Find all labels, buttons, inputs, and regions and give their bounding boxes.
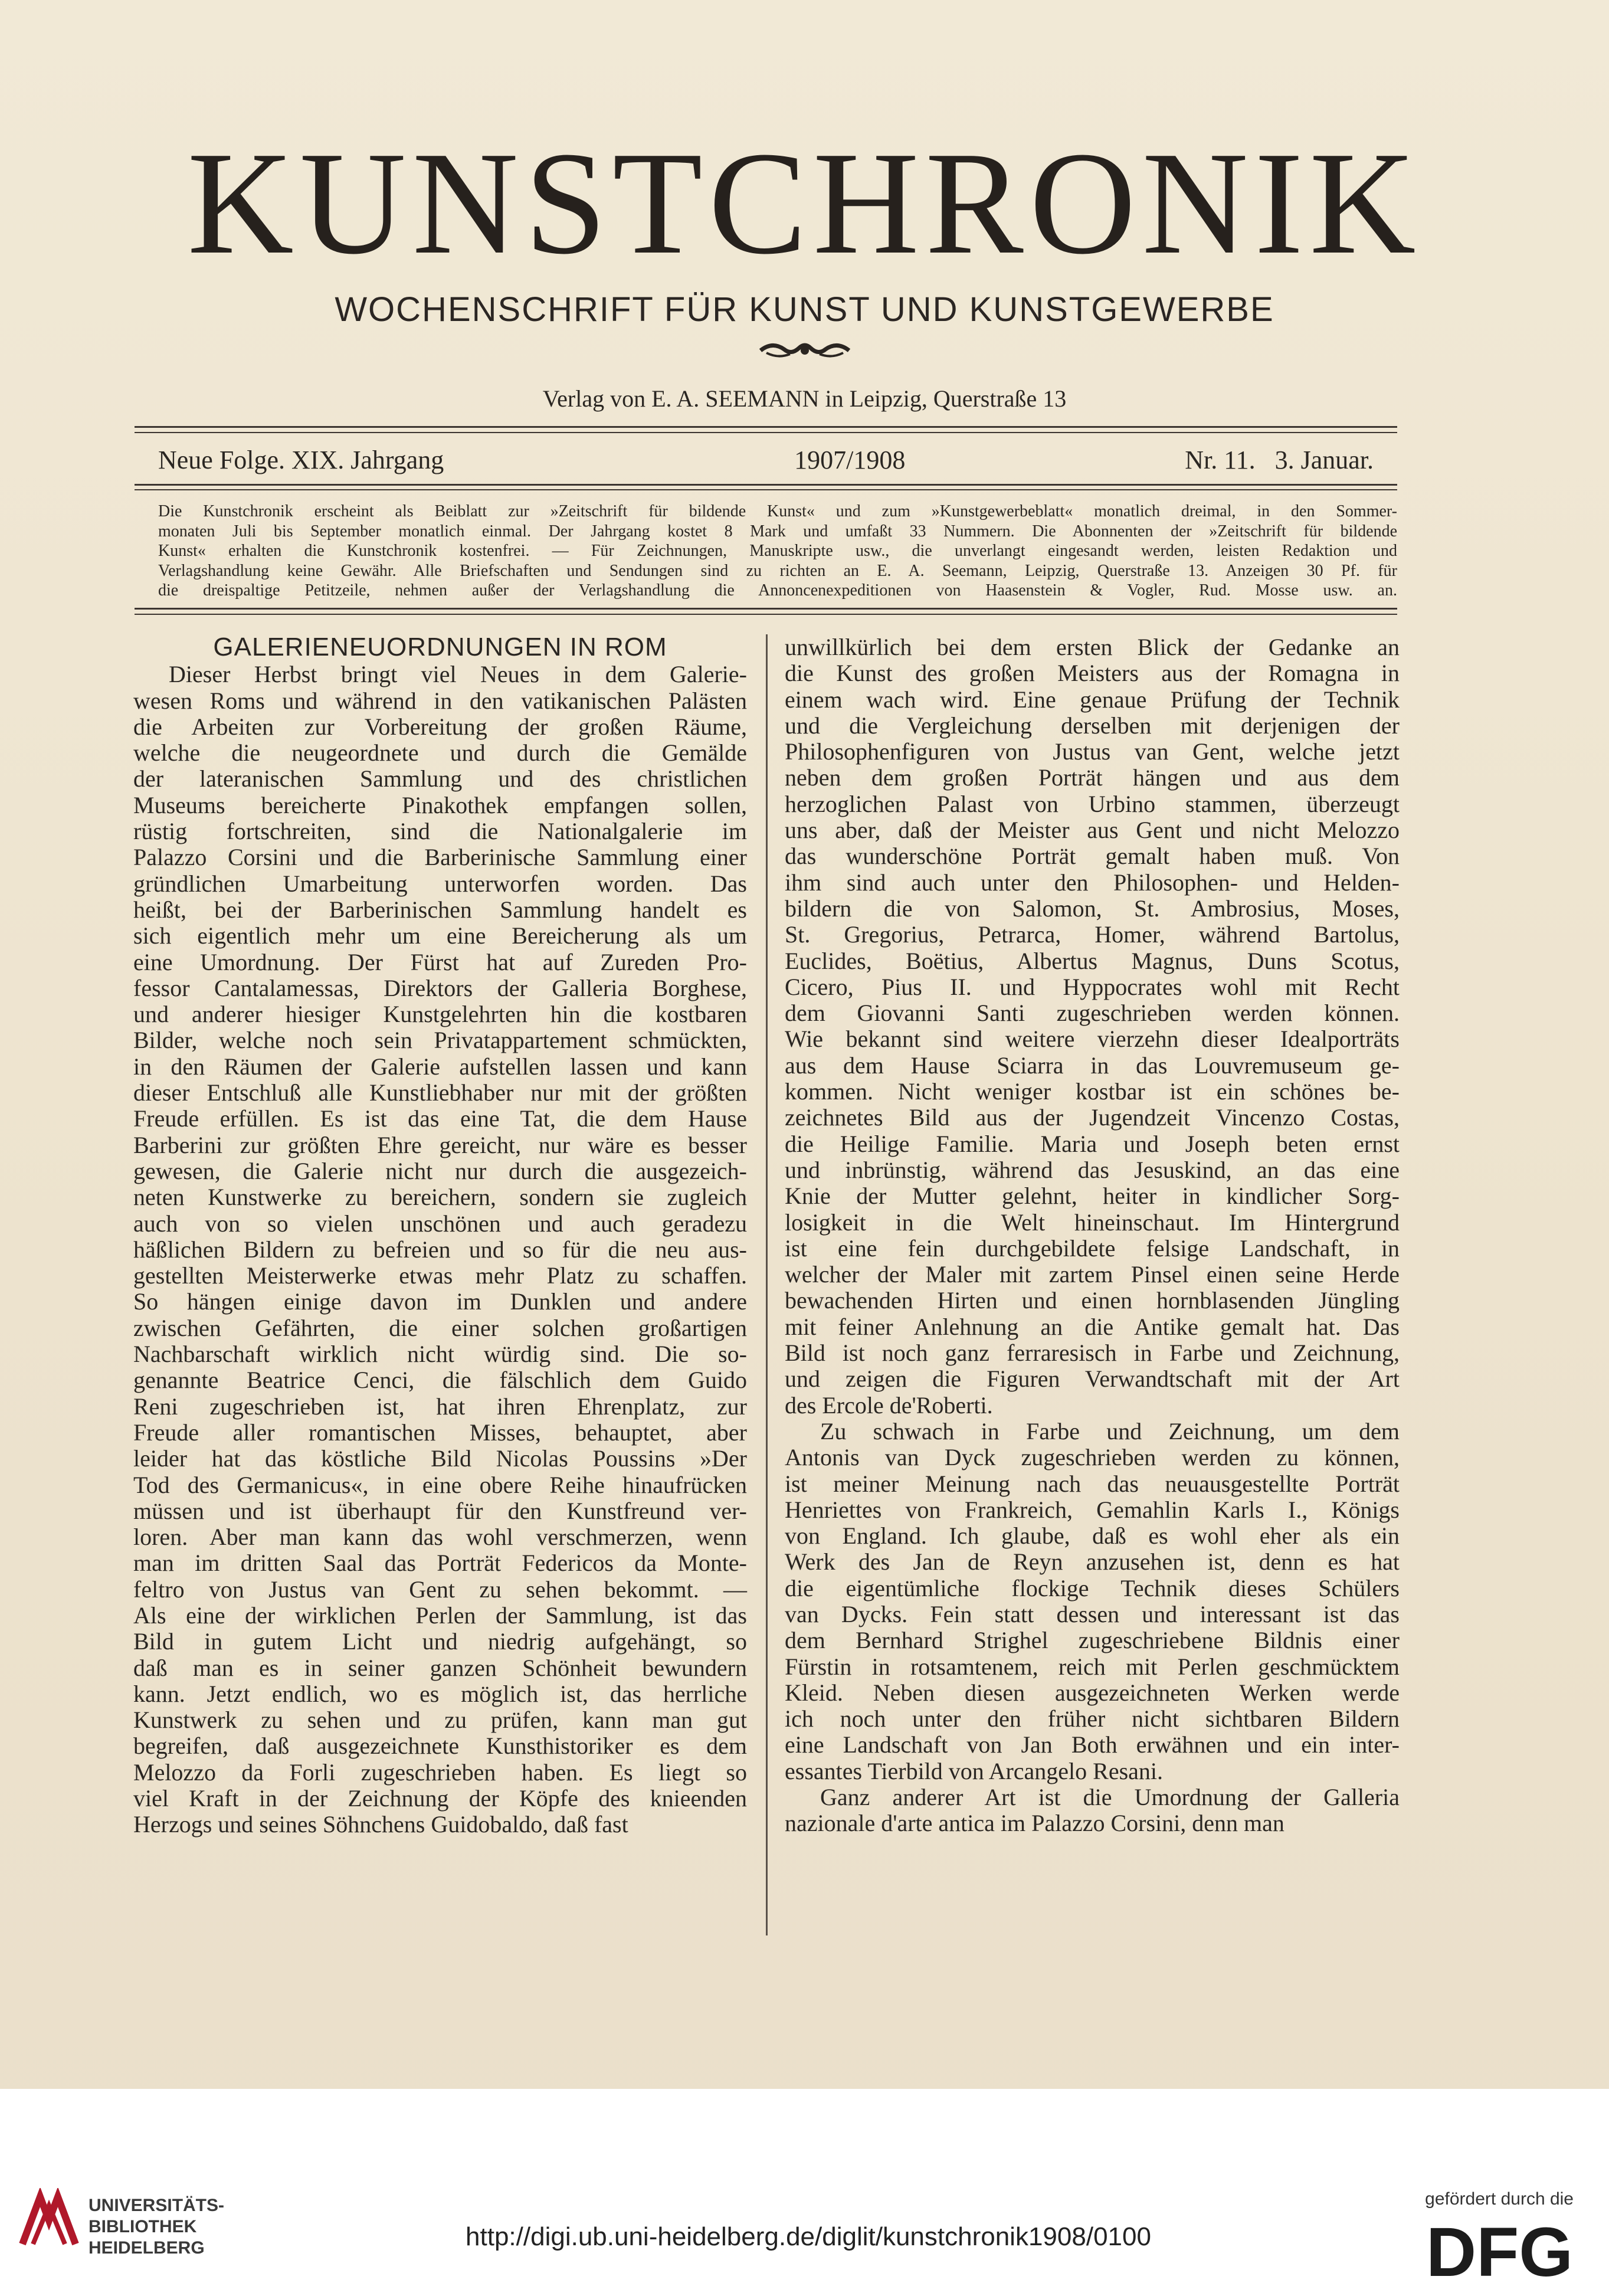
column-divider (766, 634, 768, 1935)
article-line: Melozzo da Forli zugeschrieben haben. Es liegt so (133, 1758, 747, 1786)
article-line: daß man es in seiner ganzen Schönheit bewundern (133, 1654, 747, 1681)
article-line: Bilder, welche noch sein Privatappartement schmückten, (133, 1027, 747, 1054)
ornament-icon (0, 338, 1609, 367)
library-name-line: BIBLIOTHEK (89, 2217, 197, 2236)
article-line: das wunderschöne Porträt gemalt haben muß. Von (785, 843, 1400, 870)
article-line: St. Gregorius, Petrarca, Homer, während Bartolus, (785, 921, 1400, 948)
article-line: Henriettes von Frankreich, Gemahlin Karls I., Königs (785, 1496, 1400, 1523)
article-line: gewesen, die Galerie nicht nur durch die ausgezeich- (133, 1157, 747, 1184)
divider (135, 489, 1397, 490)
masthead-title: KUNSTCHRONIK (187, 122, 1422, 285)
article-line: Knie der Mutter gelehnt, heiter in kindlicher Sorg- (785, 1183, 1400, 1210)
notice-line: die dreispaltige Petitzeile, nehmen außer der Verlagshandlung die Annoncenexpeditionen von Haasenstein & Vogler, Rud. Mosse usw. an. (158, 581, 1397, 600)
article-line: Barberini zur größten Ehre gereicht, nur wäre es besser (133, 1131, 747, 1158)
article-line: Antonis van Dyck zugeschrieben werden zu können, (785, 1444, 1400, 1471)
article-line: herzoglichen Palast von Urbino stammen, überzeugt (785, 790, 1400, 817)
article-line: ist meiner Meinung nach das neuausgestellte Porträt (785, 1470, 1400, 1497)
article-line: rüstig fortschreiten, sind die Nationalgalerie im (133, 818, 747, 845)
funding-label: gefördert durch die (1425, 2189, 1574, 2209)
article-line: einem wach wird. Eine genaue Prüfung der Technik (785, 686, 1400, 713)
article-line: Dieser Herbst bringt viel Neues in dem Galerie- (169, 661, 747, 688)
article-line: welcher der Maler mit zartem Pinsel einen seine Herde (785, 1261, 1400, 1288)
article-line: welche die neugeordnete und durch die Gemälde (133, 739, 747, 767)
article-line: und die Vergleichung derselben mit derjenigen der (785, 712, 1400, 739)
article-line: Freude erfüllen. Es ist das eine Tat, die dem Hause (133, 1105, 747, 1132)
article-line: unwillkürlich bei dem ersten Blick der Gedanke an (785, 634, 1400, 660)
article-line: Fürstin in rotsamtenem, reich mit Perlen geschmücktem (785, 1653, 1400, 1680)
article-line: Palazzo Corsini und die Barberinische Sammlung einer (133, 844, 747, 871)
article-line: aus dem Hause Sciarra in das Louvremuseum ge- (785, 1052, 1400, 1079)
article-line: ihm sind auch unter den Philosophen- und Helden- (785, 869, 1400, 896)
article-line: fessor Cantalamessas, Direktors der Galleria Borghese, (133, 974, 747, 1001)
article-line: dieser Entschluß alle Kunstliebhaber nur mit der größten (133, 1079, 747, 1106)
article-line: dem Giovanni Santi zugeschrieben werden können. (785, 1000, 1400, 1027)
article-line: Philosophenfiguren von Justus van Gent, welche jetzt (785, 738, 1400, 765)
article-line: neten Kunstwerke zu bereichern, sondern sie zugleich (133, 1184, 747, 1211)
notice-line: Verlagshandlung keine Gewähr. Alle Briefschaften und Sendungen sind zu richten an E. A. Seemann, Leipzig, Querstraße 13. Anzeigen 30 Pf. für (158, 561, 1397, 580)
publisher-line: Verlag von E. A. SEEMANN in Leipzig, Querstraße 13 (542, 385, 1067, 412)
article-line: Herzogs und seines Söhnchens Guidobaldo, daß fast (133, 1811, 628, 1838)
article-line: gestellten Meisterwerke etwas mehr Platz zu schaffen. (133, 1262, 747, 1289)
article-line: So hängen einige davon im Dunklen und andere (133, 1288, 747, 1315)
subscription-notice (158, 502, 1397, 601)
article-line: genannte Beatrice Cenci, die fälschlich dem Guido (133, 1367, 747, 1394)
article-heading: GALERIENEUORDNUNGEN IN ROM (213, 633, 667, 661)
article-line: neben dem großen Porträt hängen und aus dem (785, 764, 1400, 791)
article-line: zwischen Gefährten, die einer solchen großartigen (133, 1314, 747, 1341)
masthead-subtitle: WOCHENSCHRIFT FÜR KUNST UND KUNSTGEWERBE (335, 290, 1274, 329)
article-line: müssen und ist überhaupt für den Kunstfreund ver- (133, 1497, 747, 1524)
article-line: dem Bernhard Strighel zugeschriebene Bildnis einer (785, 1627, 1400, 1654)
article-line: die Arbeiten zur Vorbereitung der großen Räume, (133, 713, 747, 740)
article-line: essantes Tierbild von Arcangelo Resani. (785, 1757, 1164, 1784)
university-library-logo-icon (17, 2188, 81, 2256)
issue-date: 3. Januar. (1274, 446, 1374, 474)
article-line: Nachbarschaft wirklich nicht würdig sind. Die so- (133, 1341, 747, 1368)
article-line: ich noch unter den früher nicht sichtbaren Bildern (785, 1705, 1400, 1732)
article-line: ist eine fein durchgebildete felsige Landschaft, in (785, 1234, 1400, 1262)
article-line: mit feiner Anlehnung an die Antike gemalt hat. Das (785, 1313, 1400, 1340)
article-line: Wie bekannt sind weitere vierzehn dieser Idealporträts (785, 1026, 1400, 1053)
article-line: uns aber, daß der Meister aus Gent und nicht Melozzo (785, 817, 1400, 844)
article-line: wesen Roms und während in den vatikanischen Palästen (133, 687, 747, 714)
divider (135, 426, 1397, 428)
article-line: Als eine der wirklichen Perlen der Sammlung, ist das (133, 1601, 747, 1629)
library-name-line: HEIDELBERG (89, 2238, 205, 2258)
article-line: nazionale d'arte antica im Palazzo Corsini, denn man (785, 1810, 1284, 1837)
article-column-left (133, 634, 747, 1838)
divider (135, 608, 1397, 610)
article-line: zeichnetes Bild aus der Jugendzeit Vincenzo Costas, (785, 1104, 1400, 1131)
article-line: heißt, bei der Barberinischen Sammlung handelt es (133, 896, 747, 923)
library-name (89, 2195, 224, 2259)
article-line: kann. Jetzt endlich, wo es möglich ist, das herrliche (133, 1680, 747, 1707)
notice-line: Die Kunstchronik erscheint als Beiblatt zur »Zeitschrift für bildende Kunst« und zum »Kunstgewerbeblatt« monatlich dreimal, in den Sommer- (158, 502, 1397, 520)
library-name-line: UNIVERSITÄTS- (89, 2196, 225, 2215)
article-line: und zeigen die Figuren Verwandtschaft mit der Art (785, 1365, 1400, 1393)
divider (135, 614, 1397, 615)
article-line: Reni zugeschrieben ist, hat ihren Ehrenplatz, zur (133, 1393, 747, 1420)
article-line: leider hat das köstliche Bild Nicolas Poussins »Der (133, 1445, 747, 1472)
article-line: häßlichen Bildern zu befreien und so für die neu aus- (133, 1236, 747, 1263)
article-line: die Kunst des großen Meisters aus der Romagna in (785, 660, 1400, 687)
article-line: Bild ist noch ganz ferraresisch in Farbe und Zeichnung, (785, 1339, 1400, 1367)
digitization-footer (0, 2089, 1609, 2296)
article-line: des Ercole de'Roberti. (785, 1391, 993, 1419)
article-line: die eigentümliche flockige Technik dieses Schülers (785, 1574, 1400, 1601)
article-line: losigkeit in die Welt hineinschaut. Im Hintergrund (785, 1208, 1400, 1236)
issue-line (158, 444, 1374, 477)
article-line: Kunstwerk zu sehen und zu prüfen, kann man gut (133, 1707, 747, 1734)
article-line: Kleid. Neben diesen ausgezeichneten Werken werde (785, 1679, 1400, 1706)
article-line: Tod des Germanicus«, in eine obere Reihe hinaufrücken (133, 1471, 747, 1498)
article-line: und inbrünstig, während das Jesuskind, an das eine (785, 1156, 1400, 1183)
article-line: gründlichen Umarbeitung unterworfen worden. Das (133, 870, 747, 897)
article-line: Bild in gutem Licht und niedrig aufgehängt, so (133, 1628, 747, 1655)
dfg-logo-icon (1426, 2220, 1574, 2288)
article-line: von England. Ich glaube, daß es wohl eher als ein (785, 1522, 1400, 1550)
article-line: Ganz anderer Art ist die Umordnung der Galleria (820, 1784, 1400, 1811)
article-line: loren. Aber man kann das wohl verschmerzen, wenn (133, 1524, 747, 1551)
article-line: eine Landschaft von Jan Both erwähnen und ein inter- (785, 1731, 1400, 1758)
article-line: bewachenden Hirten und einen hornblasenden Jüngling (785, 1287, 1400, 1314)
article-line: Euclides, Boëtius, Albertus Magnus, Duns Scotus, (785, 947, 1400, 974)
article-line: Museums bereicherte Pinakothek empfangen sollen, (133, 791, 747, 818)
article-line: der lateranischen Sammlung und des christlichen (133, 765, 747, 792)
divider (135, 484, 1397, 486)
article-line: van Dycks. Fein statt dessen und interessant ist das (785, 1600, 1400, 1627)
divider (135, 432, 1397, 433)
article-line: Freude aller romantischen Misses, behauptet, aber (133, 1419, 747, 1446)
issue-number: Nr. 11. (1185, 446, 1256, 474)
article-line: eine Umordnung. Der Fürst hat auf Zureden Pro- (133, 948, 747, 975)
article-line: in den Räumen der Galerie aufstellen lassen und kann (133, 1053, 747, 1080)
article-line: und anderer hiesiger Kunstgelehrten hin die kostbaren (133, 1001, 747, 1028)
series-label: Neue Folge. XIX. Jahrgang (158, 446, 444, 474)
article-line: die Heilige Familie. Maria und Joseph beten ernst (785, 1130, 1400, 1157)
issue-number-date (1185, 444, 1374, 477)
permalink[interactable]: http://digi.ub.uni-heidelberg.de/diglit/kunstchronik1908/0100 (466, 2222, 1151, 2251)
article-line: bildern die von Salomon, St. Ambrosius, Moses, (785, 895, 1400, 922)
article-line: begreifen, daß ausgezeichnete Kunsthistoriker es dem (133, 1732, 747, 1760)
article-line: Cicero, Pius II. und Hyppocrates wohl mit Recht (785, 973, 1400, 1000)
year-label: 1907/1908 (794, 446, 906, 474)
dfg-logo-text: DFG (1426, 2220, 1574, 2285)
article-line: Zu schwach in Farbe und Zeichnung, um dem (820, 1417, 1400, 1445)
notice-line: Kunst« erhalten die Kunstchronik kostenfrei. — Für Zeichnungen, Manuskripte usw., die unverlangt eingesandt werden, leisten Redaktion und (158, 542, 1397, 560)
article-line: man im dritten Saal das Porträt Federicos da Monte- (133, 1550, 747, 1577)
article-column-right (785, 634, 1400, 1837)
article-line: sich eigentlich mehr um eine Bereicherung als um (133, 922, 747, 949)
article-line: auch von so vielen unschönen und auch geradezu (133, 1210, 747, 1237)
article-line: Werk des Jan de Reyn anzusehen ist, denn es hat (785, 1548, 1400, 1576)
article-line: feltro von Justus van Gent zu sehen bekommt. — (133, 1576, 747, 1603)
article-line: viel Kraft in der Zeichnung der Köpfe des knieenden (133, 1785, 747, 1812)
notice-line: monaten Juli bis September monatlich einmal. Der Jahrgang kostet 8 Mark und umfaßt 33 Nummern. Die Abonnenten der »Zeitschrift für bildende (158, 522, 1397, 541)
article-line: kommen. Nicht weniger kostbar ist ein schönes be- (785, 1078, 1400, 1105)
